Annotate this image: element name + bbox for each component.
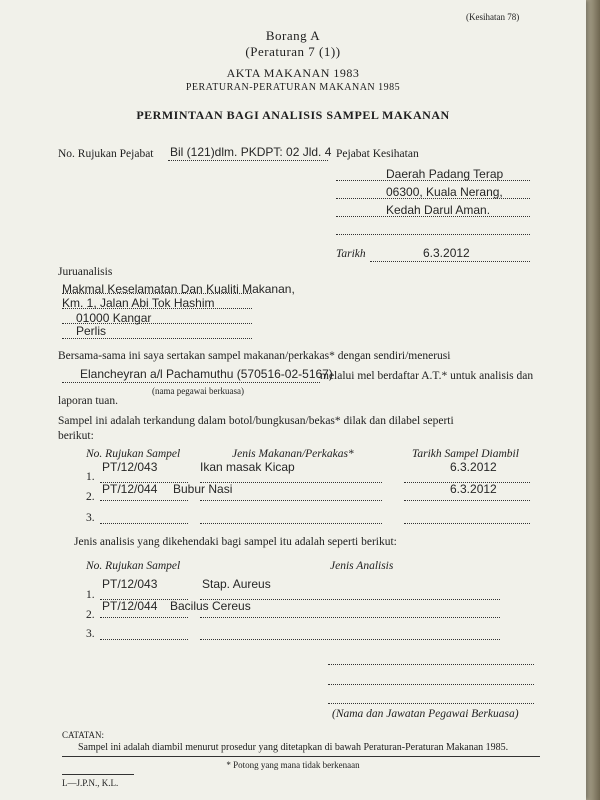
analyst-line-4 [62,338,252,339]
regulations-title: PERATURAN-PERATURAN MAKANAN 1985 [185,82,401,93]
footer-code: L—J.P.N., K.L. [62,778,119,788]
sample-row-2-ref: PT/12/044 [102,482,158,496]
sample-row-2-date: 6.3.2012 [450,482,497,496]
signature-line-2 [328,684,534,685]
reference-label: No. Rujukan Pejabat [58,148,154,160]
analysis-type-header: Jenis Analisis [330,560,394,572]
paragraph2-line2: berikut: [58,430,94,442]
regulation-line: (Peraturan 7 (1)) [245,44,341,59]
footer-rule [62,756,540,757]
sample-row-1-number: 1. [86,471,95,483]
analysis-row-2-type: Bacilus Cereus [170,599,251,613]
signature-line-3 [328,703,534,704]
document-title: PERMINTAAN BAGI ANALISIS SAMPEL MAKANAN [136,108,450,122]
paragraph2-line1: Sampel ini adalah terkandung dalam botol/bungkusan/bekas* dilak dan dilabel seperti [58,415,454,427]
strikeout-note: * Potong yang mana tidak berkenaan [226,760,360,770]
reference-value: Bil (121)dlm. PKDPT: 02 Jld. 4 [170,145,332,159]
sample-row-1-date: 6.3.2012 [450,460,497,474]
office-line-3-value: Kedah Darul Aman. [386,203,491,217]
footer-code-rule [62,774,134,775]
analysis-row-1-type: Stap. Aureus [202,577,271,591]
analyst-line-2-value: Km. 1, Jalan Abi Tok Hashim [62,296,215,310]
sample-row-1-type: Ikan masak Kicap [200,460,295,474]
officer-line [62,382,320,383]
signature-line-1 [328,664,534,665]
sample-ref-header: No. Rujukan Sampel [86,448,181,460]
date-value: 6.3.2012 [423,246,470,260]
sample-row-3-ref-line [100,523,188,524]
reference-line [168,160,328,161]
paragraph1-line1: Bersama-sama ini saya sertakan sampel makanan/perkakas* dengan sendiri/menerusi [58,350,451,362]
paragraph1-line3: laporan tuan. [58,395,119,407]
analyst-line-3-value: 01000 Kangar [76,311,152,325]
office-line-2-value: 06300, Kuala Nerang, [386,185,503,199]
sample-row-2-type-line [200,500,382,501]
analysis-ref-header: No. Rujukan Sampel [86,560,181,572]
health-office-label: Pejabat Kesihatan [336,148,419,160]
office-line-4 [336,234,530,235]
analysis-row-1-ref: PT/12/043 [102,577,158,591]
notes-label: CATATAN: [62,730,105,740]
analysis-row-2-type-line [200,617,500,618]
analyst-label: Juruanalisis [58,266,113,278]
analysis-row-3-number: 3. [86,628,95,640]
office-line-1-value: Daerah Padang Terap [386,167,504,181]
sample-row-2-date-line [404,500,530,501]
sample-row-2-number: 2. [86,491,95,503]
analysis-row-1-number: 1. [86,589,95,601]
sample-row-3-number: 3. [86,512,95,524]
form-label: Borang A [265,28,321,43]
analysis-row-2-ref: PT/12/044 [102,599,158,613]
date-label: Tarikh [336,248,366,260]
analysis-row-3-type-line [200,639,500,640]
officer-signature-caption: (Nama dan Jawatan Pegawai Berkuasa) [332,708,519,720]
sample-row-3-date-line [404,523,530,524]
paragraph1-line2: melalui mel berdaftar A.T.* untuk analisis dan [320,370,534,382]
analysis-row-2-ref-line [100,617,188,618]
sample-row-2-type: Bubur Nasi [173,482,233,496]
analysis-intro: Jenis analisis yang dikehendaki bagi sampel itu adalah seperti berikut: [74,536,397,548]
analysis-row-3-ref-line [100,639,188,640]
act-title: AKTA MAKANAN 1983 [226,66,360,80]
officer-name: Elancheyran a/l Pachamuthu (570516-02-5167) [80,367,333,381]
analyst-line-1-value: Makmal Keselamatan Dan Kualiti Makanan, [62,282,295,296]
ref-code: (Kesihatan 78) [466,12,520,22]
sample-row-1-ref: PT/12/043 [102,460,158,474]
officer-caption: (nama pegawai berkuasa) [152,386,244,396]
date-line [370,261,530,262]
sample-date-header: Tarikh Sampel Diambil [412,448,519,460]
sample-row-3-type-line [200,523,382,524]
analysis-row-2-number: 2. [86,609,95,621]
sample-row-2-ref-line [100,500,188,501]
analyst-line-4-value: Perlis [76,324,107,338]
notes-text: Sampel ini adalah diambil menurut prosedur yang ditetapkan di bawah Peraturan-Peraturan Makanan 1985. [78,742,509,753]
food-type-header: Jenis Makanan/Perkakas* [232,448,354,460]
